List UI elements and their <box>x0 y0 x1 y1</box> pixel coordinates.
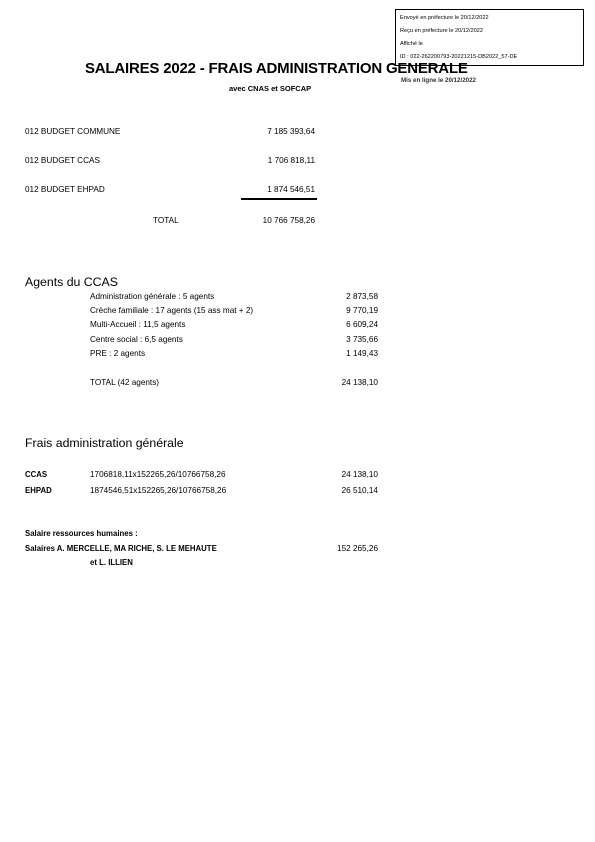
ccas-heading: Agents du CCAS <box>25 275 118 289</box>
ccas-total-label: TOTAL (42 agents) <box>90 378 160 387</box>
budget-ccas-value: 1 706 818,11 <box>267 156 315 165</box>
budget-total-label: TOTAL <box>153 216 179 225</box>
budget-ccas-label: 012 BUDGET CCAS <box>25 156 100 165</box>
frais-row-name: EHPAD <box>25 486 52 495</box>
budget-commune-label: 012 BUDGET COMMUNE <box>25 127 121 136</box>
ccas-row-value: 3 735,66 <box>346 335 378 344</box>
frais-heading: Frais administration générale <box>25 436 184 450</box>
frais-row-value: 26 510,14 <box>341 486 378 495</box>
ccas-row-value: 9 770,19 <box>346 306 378 315</box>
ccas-row-value: 2 873,58 <box>346 292 378 301</box>
online-date: Mis en ligne le 20/12/2022 <box>401 77 476 84</box>
ccas-row-value: 1 149,43 <box>346 349 378 358</box>
budget-ehpad-value: 1 874 546,51 <box>267 185 315 194</box>
frais-row-formula: 1706818,11x152265,26/10766758,26 <box>90 470 226 479</box>
document-subtitle: avec CNAS et SOFCAP <box>229 84 312 93</box>
budget-total-value: 10 766 758,26 <box>262 216 315 225</box>
stamp-received-date: Reçu en préfecture le 20/12/2022 <box>400 28 484 34</box>
budget-commune-value: 7 185 393,64 <box>267 127 315 136</box>
stamp-sent-date: Envoyé en préfecture le 20/12/2022 <box>400 15 489 21</box>
frais-row-name: CCAS <box>25 470 48 479</box>
ccas-row-label: Centre social : 6,5 agents <box>90 335 183 344</box>
rh-heading: Salaire ressources humaines : <box>25 529 138 538</box>
document-title: SALAIRES 2022 - FRAIS ADMINISTRATION GENERALE <box>85 60 468 77</box>
rh-salaries-line2: et L. ILLIEN <box>90 558 133 567</box>
rh-value: 152 265,26 <box>337 544 378 553</box>
ccas-row-label: Administration générale : 5 agents <box>90 292 215 301</box>
ccas-row-label: Crèche familiale : 17 agents (15 ass mat + 2) <box>90 306 254 315</box>
frais-row-formula: 1874546,51x152265,26/10766758,26 <box>90 486 227 495</box>
stamp-posted: Affiché le <box>400 41 423 47</box>
prefecture-stamp <box>395 9 584 66</box>
ccas-row-label: Multi-Accueil : 11,5 agents <box>90 320 186 329</box>
budget-ehpad-label: 012 BUDGET EHPAD <box>25 185 105 194</box>
frais-row-value: 24 138,10 <box>341 470 378 479</box>
rh-salaries-line: Salaires A. MERCELLE, MA RICHE, S. LE MEHAUTE <box>25 544 217 553</box>
ccas-row-value: 6 609,24 <box>346 320 378 329</box>
stamp-id: ID : 022-262200793-20221215-DB2022_57-DE <box>400 54 518 60</box>
ccas-row-label: PRE : 2 agents <box>90 349 146 358</box>
ccas-total-value: 24 138,10 <box>341 378 378 387</box>
sum-underline <box>241 198 317 200</box>
